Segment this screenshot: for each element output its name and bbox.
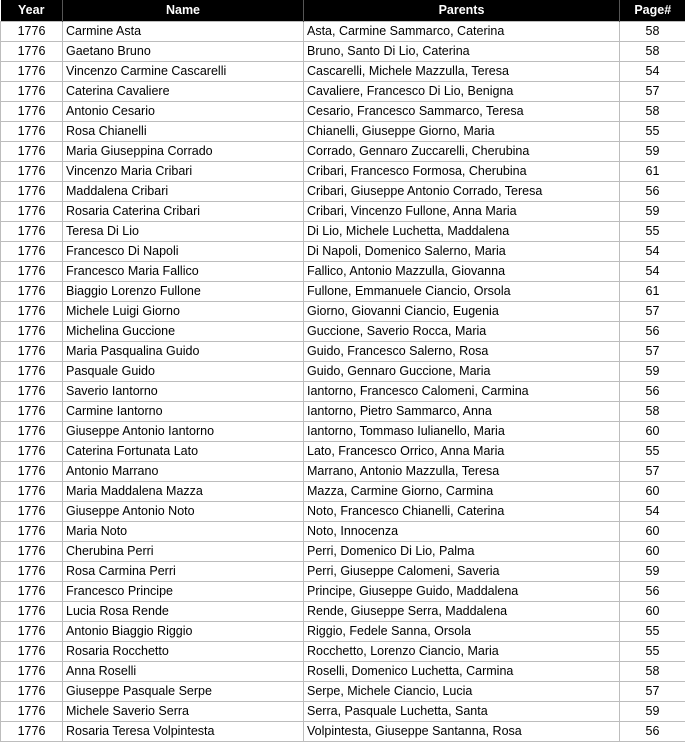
page-cell: 56 (620, 722, 685, 742)
table-row (1, 262, 685, 282)
page-cell: 57 (620, 462, 685, 482)
year-cell: 1776 (1, 662, 63, 682)
table-row (1, 142, 685, 162)
table-row (1, 482, 685, 502)
year-cell: 1776 (1, 682, 63, 702)
parents-cell: Perri, Domenico Di Lio, Palma (304, 542, 620, 562)
parents-cell: Di Napoli, Domenico Salerno, Maria (304, 242, 620, 262)
parents-cell: Serra, Pasquale Luchetta, Santa (304, 702, 620, 722)
parents-cell: Iantorno, Francesco Calomeni, Carmina (304, 382, 620, 402)
year-cell: 1776 (1, 102, 63, 122)
table-row (1, 702, 685, 722)
table-row (1, 502, 685, 522)
year-cell: 1776 (1, 542, 63, 562)
name-cell: Carmine Iantorno (63, 402, 304, 422)
table-row (1, 722, 685, 742)
page-cell: 56 (620, 582, 685, 602)
table-row (1, 582, 685, 602)
name-cell: Caterina Cavaliere (63, 82, 304, 102)
page-cell: 58 (620, 662, 685, 682)
name-cell: Rosa Chianelli (63, 122, 304, 142)
page-cell: 57 (620, 82, 685, 102)
header-page: Page# (620, 0, 685, 22)
parents-cell: Mazza, Carmine Giorno, Carmina (304, 482, 620, 502)
name-cell: Rosa Carmina Perri (63, 562, 304, 582)
year-cell: 1776 (1, 322, 63, 342)
table-row (1, 102, 685, 122)
parents-cell: Bruno, Santo Di Lio, Caterina (304, 42, 620, 62)
parents-cell: Giorno, Giovanni Ciancio, Eugenia (304, 302, 620, 322)
parents-cell: Fullone, Emmanuele Ciancio, Orsola (304, 282, 620, 302)
page-cell: 59 (620, 202, 685, 222)
parents-cell: Cribari, Vincenzo Fullone, Anna Maria (304, 202, 620, 222)
year-cell: 1776 (1, 302, 63, 322)
year-cell: 1776 (1, 702, 63, 722)
name-cell: Lucia Rosa Rende (63, 602, 304, 622)
page-cell: 59 (620, 702, 685, 722)
year-cell: 1776 (1, 122, 63, 142)
year-cell: 1776 (1, 142, 63, 162)
year-cell: 1776 (1, 202, 63, 222)
parents-cell: Roselli, Domenico Luchetta, Carmina (304, 662, 620, 682)
table-row (1, 362, 685, 382)
year-cell: 1776 (1, 162, 63, 182)
page-cell: 61 (620, 282, 685, 302)
page-cell: 54 (620, 262, 685, 282)
parents-cell: Lato, Francesco Orrico, Anna Maria (304, 442, 620, 462)
page-cell: 59 (620, 142, 685, 162)
year-cell: 1776 (1, 42, 63, 62)
name-cell: Caterina Fortunata Lato (63, 442, 304, 462)
name-cell: Giuseppe Antonio Noto (63, 502, 304, 522)
name-cell: Teresa Di Lio (63, 222, 304, 242)
parents-cell: Guido, Francesco Salerno, Rosa (304, 342, 620, 362)
header-year: Year (1, 0, 63, 22)
parents-cell: Principe, Giuseppe Guido, Maddalena (304, 582, 620, 602)
table-row (1, 382, 685, 402)
table-row (1, 222, 685, 242)
table-row (1, 562, 685, 582)
name-cell: Giuseppe Pasquale Serpe (63, 682, 304, 702)
parents-cell: Perri, Giuseppe Calomeni, Saveria (304, 562, 620, 582)
page-cell: 59 (620, 362, 685, 382)
table-row (1, 282, 685, 302)
parents-cell: Chianelli, Giuseppe Giorno, Maria (304, 122, 620, 142)
year-cell: 1776 (1, 22, 63, 42)
year-cell: 1776 (1, 722, 63, 742)
name-cell: Maria Pasqualina Guido (63, 342, 304, 362)
parents-cell: Guccione, Saverio Rocca, Maria (304, 322, 620, 342)
table-row (1, 542, 685, 562)
name-cell: Giuseppe Antonio Iantorno (63, 422, 304, 442)
header-name: Name (63, 0, 304, 22)
parents-cell: Fallico, Antonio Mazzulla, Giovanna (304, 262, 620, 282)
table-row (1, 462, 685, 482)
page-cell: 61 (620, 162, 685, 182)
year-cell: 1776 (1, 342, 63, 362)
page-cell: 56 (620, 382, 685, 402)
page-cell: 60 (620, 522, 685, 542)
name-cell: Maria Giuseppina Corrado (63, 142, 304, 162)
year-cell: 1776 (1, 462, 63, 482)
page-cell: 55 (620, 442, 685, 462)
year-cell: 1776 (1, 362, 63, 382)
table-header (1, 0, 685, 22)
year-cell: 1776 (1, 522, 63, 542)
parents-cell: Guido, Gennaro Guccione, Maria (304, 362, 620, 382)
year-cell: 1776 (1, 422, 63, 442)
name-cell: Michele Saverio Serra (63, 702, 304, 722)
name-cell: Pasquale Guido (63, 362, 304, 382)
parents-cell: Noto, Innocenza (304, 522, 620, 542)
table-row (1, 82, 685, 102)
page-cell: 58 (620, 42, 685, 62)
year-cell: 1776 (1, 242, 63, 262)
name-cell: Saverio Iantorno (63, 382, 304, 402)
parents-cell: Volpintesta, Giuseppe Santanna, Rosa (304, 722, 620, 742)
name-cell: Vincenzo Maria Cribari (63, 162, 304, 182)
name-cell: Antonio Cesario (63, 102, 304, 122)
year-cell: 1776 (1, 442, 63, 462)
parents-cell: Serpe, Michele Ciancio, Lucia (304, 682, 620, 702)
page-cell: 55 (620, 622, 685, 642)
page-cell: 54 (620, 62, 685, 82)
name-cell: Cherubina Perri (63, 542, 304, 562)
year-cell: 1776 (1, 62, 63, 82)
year-cell: 1776 (1, 402, 63, 422)
name-cell: Francesco Di Napoli (63, 242, 304, 262)
page-cell: 58 (620, 402, 685, 422)
header-row (1, 0, 685, 22)
page-cell: 57 (620, 302, 685, 322)
page-cell: 60 (620, 422, 685, 442)
header-parents: Parents (304, 0, 620, 22)
page-cell: 55 (620, 122, 685, 142)
page-cell: 60 (620, 602, 685, 622)
parents-cell: Cribari, Giuseppe Antonio Corrado, Teresa (304, 182, 620, 202)
parents-cell: Iantorno, Pietro Sammarco, Anna (304, 402, 620, 422)
table-row (1, 122, 685, 142)
table-row (1, 42, 685, 62)
page-cell: 54 (620, 502, 685, 522)
table-row (1, 442, 685, 462)
page-cell: 54 (620, 242, 685, 262)
year-cell: 1776 (1, 382, 63, 402)
page-cell: 56 (620, 322, 685, 342)
page-cell: 60 (620, 482, 685, 502)
year-cell: 1776 (1, 182, 63, 202)
name-cell: Rosaria Teresa Volpintesta (63, 722, 304, 742)
name-cell: Francesco Principe (63, 582, 304, 602)
parents-cell: Cavaliere, Francesco Di Lio, Benigna (304, 82, 620, 102)
year-cell: 1776 (1, 622, 63, 642)
year-cell: 1776 (1, 502, 63, 522)
name-cell: Michele Luigi Giorno (63, 302, 304, 322)
year-cell: 1776 (1, 262, 63, 282)
table-row (1, 402, 685, 422)
table-row (1, 182, 685, 202)
page-cell: 58 (620, 102, 685, 122)
name-cell: Gaetano Bruno (63, 42, 304, 62)
table-row (1, 342, 685, 362)
parents-cell: Noto, Francesco Chianelli, Caterina (304, 502, 620, 522)
page-cell: 57 (620, 682, 685, 702)
table-row (1, 522, 685, 542)
name-cell: Anna Roselli (63, 662, 304, 682)
name-cell: Michelina Guccione (63, 322, 304, 342)
year-cell: 1776 (1, 602, 63, 622)
name-cell: Rosaria Caterina Cribari (63, 202, 304, 222)
parents-cell: Marrano, Antonio Mazzulla, Teresa (304, 462, 620, 482)
page-cell: 55 (620, 642, 685, 662)
name-cell: Maria Noto (63, 522, 304, 542)
name-cell: Carmine Asta (63, 22, 304, 42)
table-row (1, 662, 685, 682)
table-row (1, 322, 685, 342)
page-cell: 59 (620, 562, 685, 582)
table-row (1, 22, 685, 42)
table-row (1, 682, 685, 702)
parents-cell: Iantorno, Tommaso Iulianello, Maria (304, 422, 620, 442)
year-cell: 1776 (1, 222, 63, 242)
parents-cell: Cascarelli, Michele Mazzulla, Teresa (304, 62, 620, 82)
table-row (1, 642, 685, 662)
year-cell: 1776 (1, 642, 63, 662)
page-cell: 60 (620, 542, 685, 562)
table-row (1, 622, 685, 642)
table-row (1, 162, 685, 182)
name-cell: Biaggio Lorenzo Fullone (63, 282, 304, 302)
name-cell: Maria Maddalena Mazza (63, 482, 304, 502)
name-cell: Antonio Marrano (63, 462, 304, 482)
parents-cell: Rocchetto, Lorenzo Ciancio, Maria (304, 642, 620, 662)
year-cell: 1776 (1, 582, 63, 602)
parents-cell: Rende, Giuseppe Serra, Maddalena (304, 602, 620, 622)
name-cell: Rosaria Rocchetto (63, 642, 304, 662)
table-row (1, 242, 685, 262)
name-cell: Maddalena Cribari (63, 182, 304, 202)
parents-cell: Cribari, Francesco Formosa, Cherubina (304, 162, 620, 182)
name-cell: Vincenzo Carmine Cascarelli (63, 62, 304, 82)
page-cell: 57 (620, 342, 685, 362)
table-row (1, 602, 685, 622)
table-row (1, 302, 685, 322)
page-cell: 58 (620, 22, 685, 42)
year-cell: 1776 (1, 282, 63, 302)
table-body (1, 22, 685, 742)
table-row (1, 202, 685, 222)
year-cell: 1776 (1, 482, 63, 502)
page-cell: 55 (620, 222, 685, 242)
parents-cell: Corrado, Gennaro Zuccarelli, Cherubina (304, 142, 620, 162)
year-cell: 1776 (1, 82, 63, 102)
parents-cell: Riggio, Fedele Sanna, Orsola (304, 622, 620, 642)
parents-cell: Cesario, Francesco Sammarco, Teresa (304, 102, 620, 122)
year-cell: 1776 (1, 562, 63, 582)
parents-cell: Asta, Carmine Sammarco, Caterina (304, 22, 620, 42)
page-cell: 56 (620, 182, 685, 202)
table-row (1, 62, 685, 82)
name-cell: Francesco Maria Fallico (63, 262, 304, 282)
name-cell: Antonio Biaggio Riggio (63, 622, 304, 642)
table-row (1, 422, 685, 442)
parents-cell: Di Lio, Michele Luchetta, Maddalena (304, 222, 620, 242)
